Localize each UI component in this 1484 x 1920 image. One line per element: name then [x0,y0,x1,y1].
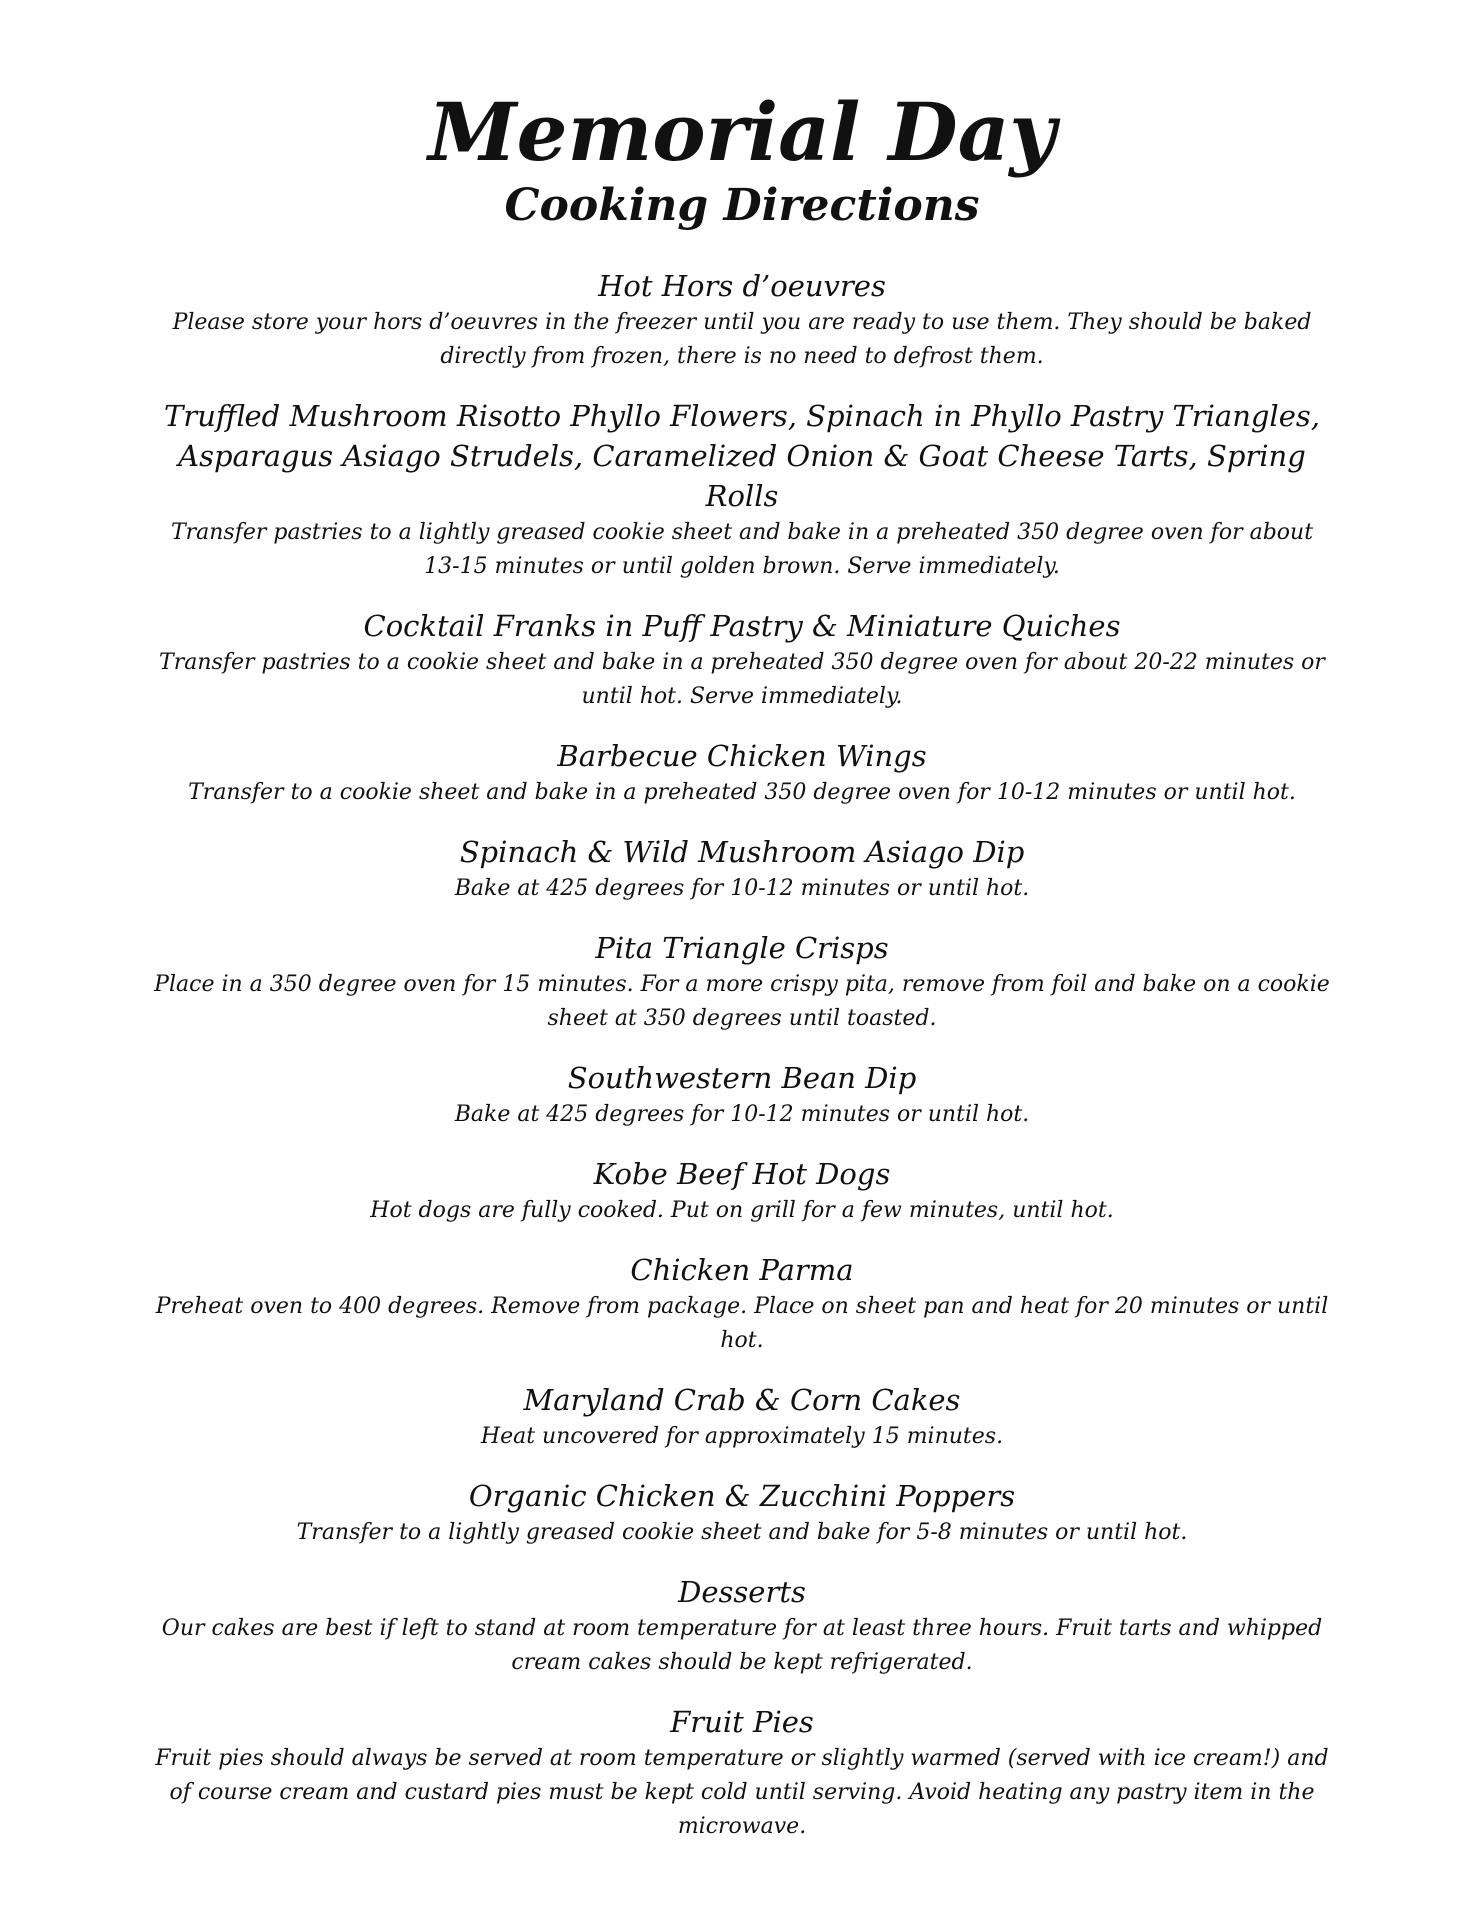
section-heading: Organic Chicken & Zucchini Poppers [468,1479,1016,1514]
section-bean-dip [150,1058,1334,1132]
section-zucchini-poppers [150,1476,1334,1550]
section-heading: Cocktail Franks in Puff Pastry & Miniature Quiches [363,609,1121,644]
section-body: Bake at 425 degrees for 10-12 minutes or until hot. [454,876,1030,902]
section-phyllo-pastries [150,396,1334,584]
section-body: Place in a 350 degree oven for 15 minutes. For a more crispy pita, remove from foil and bake on a cookie sheet at 350 degrees until toasted. [154,972,1330,1032]
section-heading: Kobe Beef Hot Dogs [593,1157,891,1192]
section-body: Transfer pastries to a lightly greased cookie sheet and bake in a preheated 350 degree oven for about 13-15 minutes or until golden brown. Serve immediately. [170,520,1314,580]
page-title: Memorial Day [428,85,1056,179]
section-heading: Spinach & Wild Mushroom Asiago Dip [459,835,1025,870]
document-page [150,85,1334,1866]
section-body: Please store your hors d’oeuvres in the freezer until you are ready to use them. They should be baked directly from frozen, there is no need to defrost them. [172,310,1312,370]
section-hot-hors-doeuvres [150,266,1334,374]
section-asiago-dip [150,832,1334,906]
section-heading: Maryland Crab & Corn Cakes [523,1383,961,1418]
section-heading: Hot Hors d’oeuvres [598,269,886,304]
section-chicken-wings [150,736,1334,810]
section-body: Transfer to a lightly greased cookie sheet and bake for 5-8 minutes or until hot. [296,1520,1188,1546]
section-body: Transfer pastries to a cookie sheet and bake in a preheated 350 degree oven for about 20-22 minutes or until hot. Serve immediately. [159,650,1325,710]
section-hot-dogs [150,1154,1334,1228]
section-heading: Chicken Parma [630,1253,854,1288]
section-heading: Desserts [678,1575,806,1610]
section-heading: Pita Triangle Crisps [595,931,889,966]
section-heading: Fruit Pies [670,1705,814,1740]
section-desserts [150,1572,1334,1680]
section-heading: Southwestern Bean Dip [567,1061,917,1096]
section-body: Hot dogs are fully cooked. Put on grill for a few minutes, until hot. [370,1198,1114,1224]
section-chicken-parma [150,1250,1334,1358]
section-body: Heat uncovered for approximately 15 minutes. [480,1424,1004,1450]
section-fruit-pies [150,1702,1334,1844]
section-pita-crisps [150,928,1334,1036]
section-body: Preheat oven to 400 degrees. Remove from package. Place on sheet pan and heat for 20 minutes or until hot. [155,1294,1329,1354]
section-crab-cakes [150,1380,1334,1454]
section-body: Fruit pies should always be served at room temperature or slightly warmed (served with ice cream!) and of course cream and custard pies must be kept cold until serving. Avoid heating any pastry item in the microwave. [155,1746,1329,1840]
page-subtitle: Cooking Directions [504,180,980,231]
section-heading: Truffled Mushroom Risotto Phyllo Flowers, Spinach in Phyllo Pastry Triangles, Asparagus Asiago Strudels, Caramelized Onion & Goat Cheese Tarts, Spring Rolls [164,399,1320,514]
section-cocktail-franks [150,606,1334,714]
section-heading: Barbecue Chicken Wings [557,739,927,774]
section-body: Transfer to a cookie sheet and bake in a preheated 350 degree oven for 10-12 minutes or until hot. [188,780,1296,806]
section-body: Our cakes are best if left to stand at room temperature for at least three hours. Fruit tarts and whipped cream cakes should be kept refrigerated. [161,1616,1323,1676]
section-body: Bake at 425 degrees for 10-12 minutes or until hot. [454,1102,1030,1128]
